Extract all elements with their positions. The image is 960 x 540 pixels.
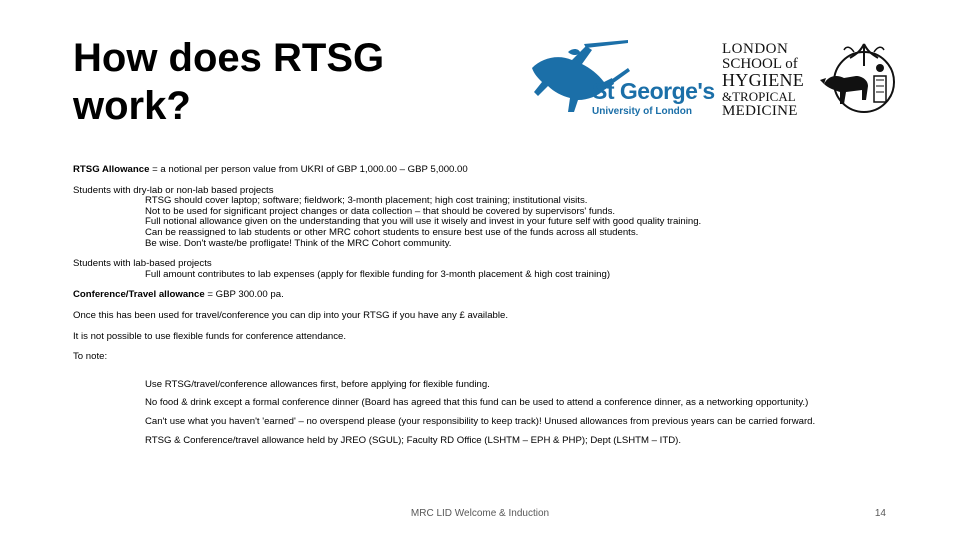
- drylab-item: Not to be used for significant project changes or data collection – that should be covered by supervisors' funds.: [145, 205, 616, 217]
- to-note-heading: To note:: [73, 351, 108, 363]
- slide-title-line-1: How does RTSG: [73, 36, 385, 80]
- to-note-item: Use RTSG/travel/conference allowances first, before applying for flexible funding.: [145, 378, 490, 390]
- drylab-list: [73, 196, 893, 249]
- drylab-item: Can be reassigned to lab students or other MRC cohort students to ensure best use of the funds across all students.: [145, 226, 639, 238]
- rtsg-allowance-label: RTSG Allowance: [73, 164, 150, 175]
- to-note-item: RTSG & Conference/travel allowance held by JREO (SGUL); Faculty RD Office (LSHTM – EPH & PHP); Dept (LSHTM – ITD).: [145, 434, 681, 446]
- conference-allowance-label: Conference/Travel allowance: [73, 289, 205, 301]
- lshtm-logo: [722, 40, 900, 122]
- lshtm-line-5: MEDICINE: [722, 103, 798, 119]
- st-georges-subtitle: University of London: [592, 106, 692, 117]
- to-note-item: Can't use what you haven't 'earned' – no overspend please (your responsibility to keep track)! Unused allowances from previous years can be carried forward.: [145, 415, 816, 427]
- slide-page-number: 14: [874, 508, 886, 519]
- rtsg-allowance-text: = a notional per person value from UKRI of GBP 1,000.00 – GBP 5,000.00: [149, 164, 468, 175]
- drylab-item: Full notional allowance given on the understanding that you will use it wisely and invest in your future self with good quality training.: [145, 216, 702, 228]
- lshtm-line-1: LONDON: [722, 41, 789, 57]
- dip-into-rtsg-note: Once this has been used for travel/conference you can dip into your RTSG if you have any £ available.: [73, 309, 508, 321]
- lab-heading: Students with lab-based projects: [73, 258, 212, 270]
- to-note-list: [73, 380, 893, 446]
- rtsg-allowance-line: [73, 165, 893, 176]
- lshtm-crest-icon: [820, 40, 898, 122]
- slide-body: [73, 165, 893, 446]
- conference-allowance-line: [73, 290, 893, 301]
- slide-title-line-2: work?: [73, 84, 191, 128]
- lshtm-line-2: SCHOOL of: [722, 56, 798, 72]
- lshtm-wordmark: [722, 42, 822, 119]
- slide-title: [73, 34, 493, 130]
- lshtm-line-3: HYGIENE: [722, 70, 805, 90]
- lab-list: [73, 270, 893, 281]
- drylab-item: Be wise. Don't waste/be profligate! Think of the MRC Cohort community.: [145, 237, 452, 249]
- drylab-item: RTSG should cover laptop; software; fieldwork; 3-month placement; high cost training; institutional visits.: [145, 195, 588, 207]
- lshtm-line-4: &TROPICAL: [722, 89, 796, 104]
- no-flexible-funds-note: It is not possible to use flexible funds for conference attendance.: [73, 330, 347, 342]
- to-note-item: No food & drink except a formal conference dinner (Board has agreed that this fund can be used to attend a conference dinner, as a networking opportunity.): [145, 397, 809, 409]
- slide-footer: MRC LID Welcome & Induction: [410, 508, 550, 519]
- lab-item: Full amount contributes to lab expenses (apply for flexible funding for 3-month placement & high cost training): [145, 268, 611, 280]
- st-georges-logo: [528, 38, 715, 124]
- conference-allowance-text: = GBP 300.00 pa.: [204, 289, 284, 301]
- drylab-heading: Students with dry-lab or non-lab based projects: [73, 184, 274, 196]
- st-georges-wordmark: St George's: [592, 78, 715, 104]
